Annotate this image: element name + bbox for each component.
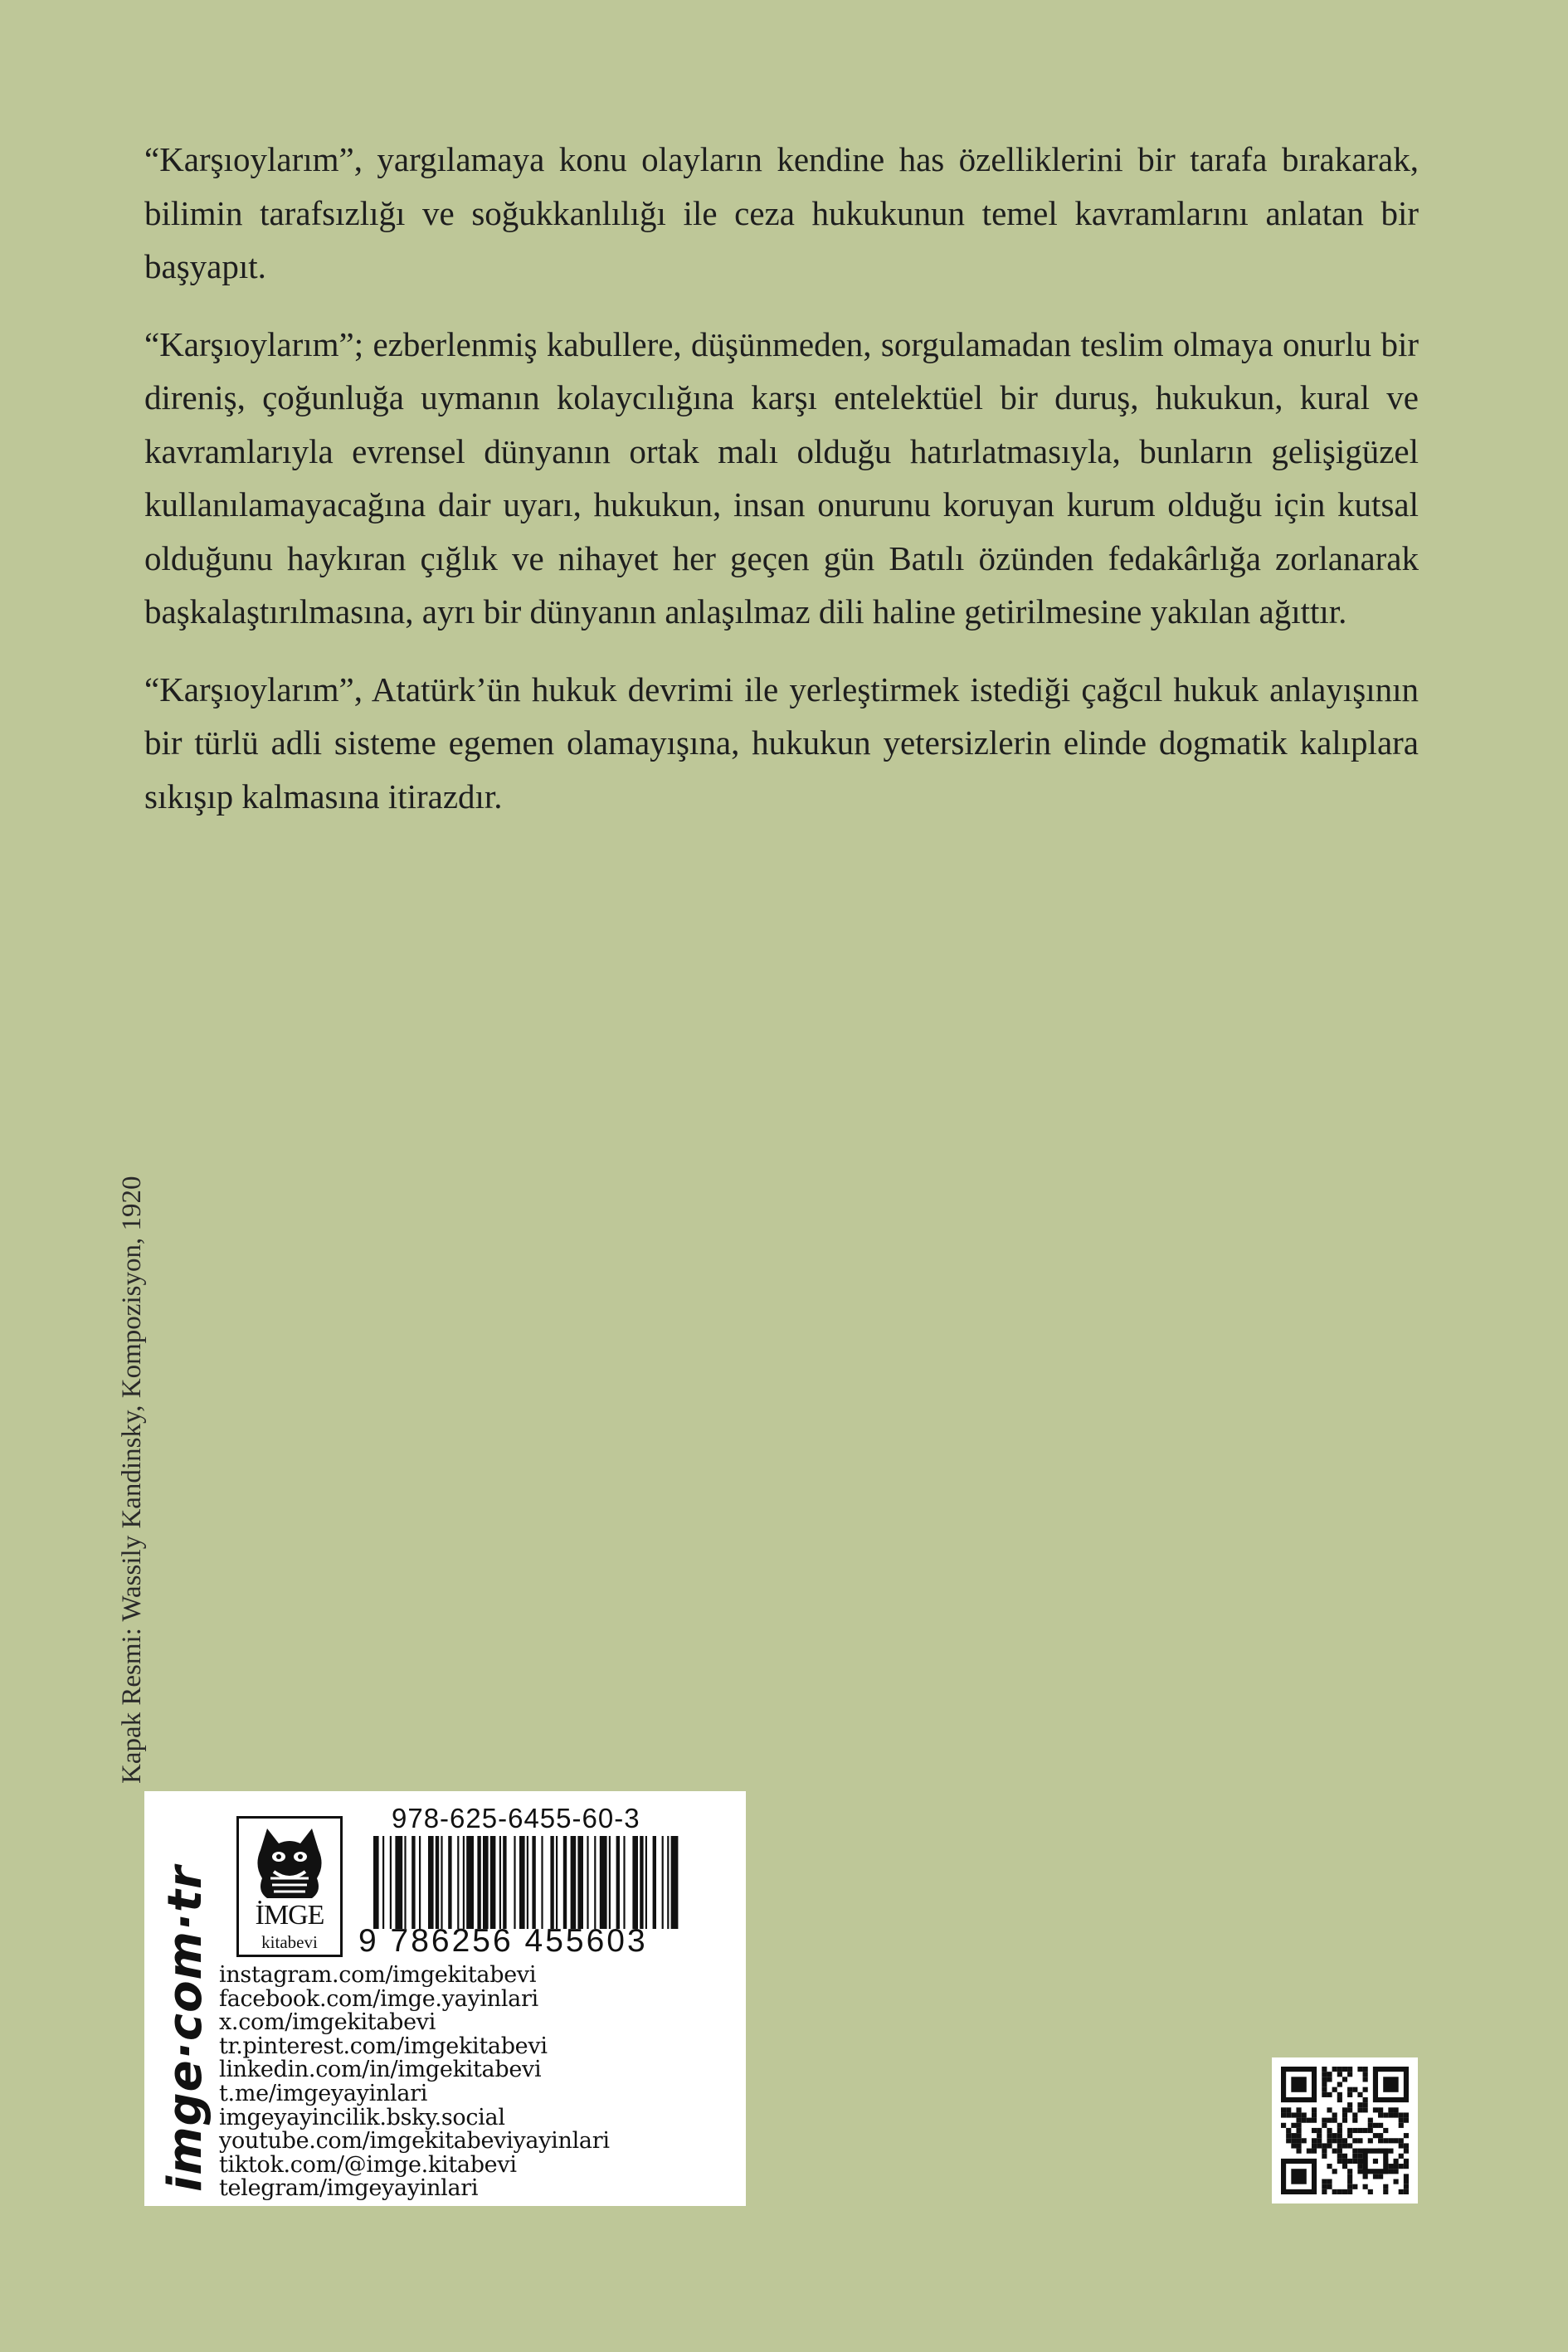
qr-module [1363,2107,1368,2112]
qr-module [1286,2133,1291,2138]
barcode-bar [662,1836,664,1929]
barcode-bar [373,1836,379,1929]
qr-module [1302,2118,1307,2123]
qr-module [1291,2112,1296,2117]
qr-module [1347,2174,1352,2179]
qr-module [1394,2138,1399,2143]
qr-module [1347,2128,1352,2133]
qr-module [1368,2123,1373,2128]
barcode-bar [436,1836,439,1929]
qr-module [1378,2123,1383,2128]
qr-module [1399,2138,1404,2143]
qr-module [1327,2179,1332,2184]
qr-module [1307,2149,1312,2154]
qr-module [1317,2143,1322,2148]
qr-module [1342,2112,1347,2117]
qr-module [1342,2143,1347,2148]
barcode-bar [463,1836,465,1929]
social-link-linkedin[interactable]: linkedin.com/in/imgekitabevi [219,2057,542,2083]
qr-module [1291,2169,1306,2184]
qr-module [1312,2118,1317,2123]
qr-module [1373,2159,1378,2164]
qr-module [1337,2133,1342,2138]
qr-module [1404,2118,1409,2123]
qr-module [1322,2149,1327,2154]
social-link-tiktok[interactable]: tiktok.com/@imge.kitabevi [219,2151,517,2178]
qr-module [1342,2154,1347,2159]
qr-module [1342,2118,1347,2123]
logo-sub-text: kitabevi [261,1932,318,1952]
qr-module [1373,2107,1378,2112]
qr-module [1286,2112,1291,2117]
qr-code-icon [1281,2067,1409,2194]
qr-module [1332,2067,1337,2072]
social-link-bluesky[interactable]: imgeyayincilik.bsky.social [219,2104,505,2130]
qr-module [1302,2112,1307,2117]
social-link-youtube[interactable]: youtube.com/imgekitabeviyayinlari [219,2128,610,2155]
qr-code[interactable] [1272,2057,1418,2203]
qr-module [1404,2189,1409,2194]
qr-module [1291,2143,1296,2148]
qr-module [1327,2128,1332,2133]
qr-module [1347,2133,1352,2138]
social-links-list [219,1964,610,2201]
barcode-bar [382,1836,384,1929]
qr-module [1332,2169,1337,2174]
qr-module [1312,2143,1317,2148]
barcode-bar [577,1836,583,1929]
qr-module [1388,2164,1393,2169]
qr-module [1286,2107,1291,2112]
cat-icon [254,1825,325,1902]
isbn-label: 978-625-6455-60-3 [392,1803,640,1833]
barcode-bar [419,1836,421,1929]
qr-module [1291,2123,1296,2128]
qr-module [1347,2092,1352,2097]
qr-module [1357,2164,1362,2169]
qr-module [1357,2102,1362,2107]
barcode-bar [550,1836,553,1929]
qr-module [1322,2154,1327,2159]
logo-brand-text: İMGE [255,1900,324,1931]
qr-module [1399,2123,1404,2128]
qr-module [1388,2107,1393,2112]
qr-module [1296,2107,1301,2112]
qr-module [1347,2087,1352,2092]
qr-module [1373,2133,1378,2138]
qr-module [1404,2112,1409,2117]
qr-module [1332,2133,1337,2138]
qr-module [1352,2138,1357,2143]
qr-module [1337,2189,1342,2194]
barcode-bar [477,1836,480,1929]
qr-module [1332,2149,1337,2154]
barcode-bar [653,1836,656,1929]
isbn-barcode [373,1836,680,1929]
qr-module [1337,2154,1342,2159]
qr-module [1399,2164,1404,2169]
barcode-bar [519,1836,525,1929]
qr-module [1352,2118,1357,2123]
qr-module [1347,2189,1352,2194]
qr-module [1363,2072,1368,2077]
qr-module [1347,2107,1352,2112]
qr-module [1368,2128,1373,2133]
qr-module [1327,2118,1332,2123]
barcode-bar [671,1836,679,1929]
qr-module [1363,2077,1368,2082]
qr-module [1352,2154,1357,2159]
qr-module [1327,2107,1332,2112]
qr-module [1347,2184,1352,2189]
qr-module [1352,2184,1357,2189]
qr-module [1337,2082,1342,2087]
qr-module [1296,2149,1301,2154]
qr-module [1357,2159,1362,2164]
qr-module [1368,2138,1373,2143]
qr-module [1337,2092,1342,2097]
qr-module [1286,2138,1291,2143]
qr-module [1352,2159,1357,2164]
barcode-bar [616,1836,620,1929]
qr-module [1322,2087,1327,2092]
qr-module [1399,2112,1404,2117]
barcode-bar [441,1836,442,1929]
qr-module [1357,2092,1362,2097]
social-link-instagram[interactable]: instagram.com/imgekitabevi [219,1962,537,1988]
barcode-bar [645,1836,647,1929]
qr-module [1347,2102,1352,2107]
qr-module [1404,2164,1409,2169]
qr-module [1373,2123,1378,2128]
barcode-bar [527,1836,528,1929]
qr-module [1332,2087,1337,2092]
qr-module [1322,2179,1327,2184]
qr-module [1337,2123,1342,2128]
qr-module [1322,2118,1327,2123]
qr-module [1394,2164,1399,2169]
barcode-bar [395,1836,402,1929]
qr-module [1322,2184,1327,2189]
barcode-bar [428,1836,434,1929]
qr-module [1342,2159,1347,2164]
qr-module [1342,2164,1347,2169]
qr-module [1352,2087,1357,2092]
qr-module [1394,2112,1399,2117]
qr-module [1322,2143,1327,2148]
barcode-bar [587,1836,588,1929]
barcode-bar [532,1836,535,1929]
qr-module [1373,2174,1378,2179]
barcode-bar [404,1836,406,1929]
qr-module [1363,2102,1368,2107]
qr-module [1368,2189,1373,2194]
qr-module [1363,2067,1368,2072]
qr-module [1352,2112,1357,2117]
qr-module [1307,2118,1312,2123]
qr-module [1281,2107,1286,2112]
qr-module [1404,2179,1409,2184]
qr-module [1357,2128,1362,2133]
barcode-bar [514,1836,515,1929]
qr-module [1322,2092,1327,2097]
qr-module [1291,2133,1296,2138]
qr-module [1383,2112,1388,2117]
barcode-bar [390,1836,392,1929]
qr-module [1342,2138,1347,2143]
qr-module [1291,2077,1306,2091]
barcode-bar [563,1836,567,1929]
isbn-digits: 9 786256 455603 [358,1923,648,1959]
qr-module [1394,2169,1399,2174]
qr-module [1322,2123,1327,2128]
qr-module [1337,2143,1342,2148]
qr-module [1342,2067,1347,2072]
qr-module [1322,2077,1327,2082]
qr-module [1332,2118,1337,2123]
qr-module [1378,2112,1383,2117]
qr-module [1383,2184,1388,2189]
qr-module [1347,2072,1352,2077]
qr-module [1296,2133,1301,2138]
qr-module [1302,2138,1307,2143]
qr-module [1296,2118,1301,2123]
social-link-telegram-me[interactable]: t.me/imgeyayinlari [219,2080,428,2106]
qr-module [1363,2097,1368,2102]
qr-module [1394,2179,1399,2184]
qr-module [1322,2067,1327,2072]
qr-module [1296,2143,1301,2148]
qr-module [1347,2169,1352,2174]
qr-module [1347,2067,1352,2072]
qr-module [1347,2159,1352,2164]
barcode-bar [457,1836,459,1929]
qr-module [1327,2143,1332,2148]
qr-module [1327,2164,1332,2169]
qr-module [1388,2169,1393,2174]
qr-module [1322,2189,1327,2194]
publisher-logo [236,1816,343,1957]
qr-module [1352,2128,1357,2133]
qr-module [1286,2128,1291,2133]
qr-module [1296,2123,1301,2128]
qr-module [1337,2159,1342,2164]
qr-module [1399,2118,1404,2123]
qr-module [1399,2189,1404,2194]
social-link-pinterest[interactable]: tr.pinterest.com/imgekitabevi [219,2033,548,2059]
qr-module [1357,2154,1362,2159]
qr-module [1383,2128,1388,2133]
blurb-text [144,133,1419,847]
qr-module [1347,2143,1352,2148]
barcode-bar [466,1836,474,1929]
qr-module [1312,2149,1317,2154]
barcode-bar [490,1836,496,1929]
qr-module [1357,2138,1362,2143]
qr-module [1327,2072,1332,2077]
qr-module [1332,2138,1337,2143]
qr-module [1347,2179,1352,2184]
qr-module [1357,2107,1362,2112]
qr-module [1394,2159,1399,2164]
qr-module [1337,2138,1342,2143]
barcode-bar [600,1836,607,1929]
qr-module [1312,2138,1317,2143]
qr-module [1368,2118,1373,2123]
blurb-paragraph-3: “Karşıoylarım”, Atatürk’ün hukuk devrimi ile yerleştirmek istediği çağcıl hukuk anlayışının bir türlü adli sisteme egemen olamayışına, hukukun yetersizlerin elinde dogmatik kalıplara sıkışıp kalmasına itirazdır. [144,670,1419,816]
barcode-bar [609,1836,611,1929]
qr-module [1378,2133,1383,2138]
qr-module [1337,2097,1342,2102]
qr-module [1404,2184,1409,2189]
qr-module [1312,2107,1317,2112]
qr-module [1363,2128,1368,2133]
barcode-bar [623,1836,625,1929]
qr-module [1388,2138,1393,2143]
qr-module [1281,2112,1286,2117]
publisher-website[interactable]: imge·com·tr [158,1865,212,2192]
qr-module [1363,2184,1368,2189]
qr-module [1327,2133,1332,2138]
qr-module [1327,2184,1332,2189]
qr-module [1327,2092,1332,2097]
qr-module [1352,2149,1357,2154]
qr-module [1378,2174,1383,2179]
qr-module [1281,2123,1286,2128]
social-link-x[interactable]: x.com/imgekitabevi [219,2009,436,2036]
barcode-bar [640,1836,643,1929]
barcode-bar [448,1836,451,1929]
qr-module [1357,2169,1362,2174]
qr-module [1291,2138,1296,2143]
qr-module [1404,2133,1409,2138]
barcode-bar [632,1836,638,1929]
barcode-bar [411,1836,415,1929]
qr-module [1363,2087,1368,2092]
social-link-facebook[interactable]: facebook.com/imge.yayinlari [219,1985,538,2012]
qr-module [1327,2077,1332,2082]
barcode-bar [556,1836,558,1929]
qr-module [1332,2112,1337,2117]
qr-module [1383,2138,1388,2143]
barcode-bar [503,1836,506,1929]
qr-module [1342,2189,1347,2194]
qr-module [1378,2138,1383,2143]
qr-module [1404,2174,1409,2179]
qr-module [1404,2143,1409,2148]
barcode-bar [541,1836,543,1929]
social-link-telegram[interactable]: telegram/imgeyayinlari [219,2175,479,2202]
qr-module [1317,2128,1322,2133]
cover-image-credit: Kapak Resmi: Wassily Kandinsky, Kompozisyon, 1920 [117,1176,147,1784]
barcode-bar [499,1836,501,1929]
qr-module [1327,2138,1332,2143]
qr-module [1378,2107,1383,2112]
blurb-paragraph-1: “Karşıoylarım”, yargılamaya konu olayların kendine has özelliklerini bir tarafa bırakarak, bilimin tarafsızlığı ve soğukkanlılığı ile ceza hukukunun temel kavramlarını anlatan bir başyapıt. [144,140,1419,285]
qr-module [1337,2149,1342,2154]
qr-module [1388,2149,1393,2154]
qr-module [1399,2143,1404,2148]
qr-module [1322,2072,1327,2077]
qr-module [1342,2077,1347,2082]
qr-module [1296,2138,1301,2143]
qr-module [1322,2082,1327,2087]
qr-module [1357,2067,1362,2072]
qr-module [1399,2154,1404,2159]
qr-module [1312,2112,1317,2117]
qr-module [1383,2189,1388,2194]
qr-module [1404,2159,1409,2164]
qr-module [1337,2067,1342,2072]
qr-module [1337,2072,1342,2077]
blurb-paragraph-2: “Karşıoylarım”; ezberlenmiş kabullere, düşünmeden, sorgulamadan teslim olmaya onurlu bir direniş, çoğunluğa uymanın kolaycılığına karşı entelektüel bir duruş, hukukun, kural ve kavramlarıyla evrensel dünyanın ortak malı olduğu hatırlatmasıyla, bunların gelişigüzel kullanılamayacağına dair uyarı, hukukun, insan onurunu koruyan kurum olduğu için kutsal olduğunu haykıran çığlık ve nihayet her geçen gün Batılı özünden fedakârlığa zorlanarak başkalaştırılmasına, ayrı bir dünyanın anlaşılmaz dili haline getirilmesine yakılan ağıttır. [144,324,1419,631]
qr-module [1332,2189,1337,2194]
qr-module [1296,2128,1301,2133]
barcode-bar [571,1836,577,1929]
qr-module [1357,2149,1362,2154]
qr-module [1404,2149,1409,2154]
qr-module [1388,2112,1393,2117]
qr-module [1337,2128,1342,2133]
qr-module [1342,2107,1347,2112]
barcode-bar [483,1836,489,1929]
qr-module [1394,2107,1399,2112]
qr-module [1317,2138,1322,2143]
qr-module [1312,2128,1317,2133]
barcode-bar [667,1836,669,1929]
qr-module [1317,2133,1322,2138]
qr-module [1363,2174,1368,2179]
qr-module [1296,2112,1301,2117]
qr-module [1383,2077,1398,2091]
barcode-bar [594,1836,596,1929]
